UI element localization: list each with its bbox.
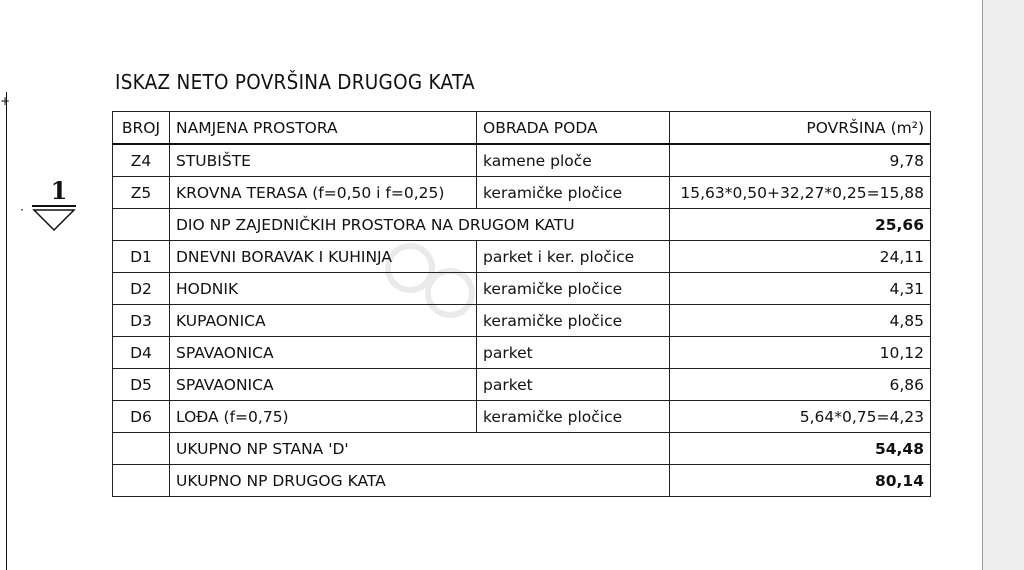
subtotal-empty-cell [113, 433, 170, 465]
row-povrsina: 24,11 [670, 241, 931, 273]
total-row-floor [113, 465, 931, 497]
row-obrada: kamene ploče [477, 144, 670, 177]
row-namjena: KROVNA TERASA (f=0,50 i f=0,25) [170, 177, 477, 209]
table-row [113, 401, 931, 433]
row-broj: D3 [113, 305, 170, 337]
axis-tick-mark: + [0, 94, 11, 108]
row-broj: Z5 [113, 177, 170, 209]
table-row [113, 144, 931, 177]
row-namjena: SPAVAONICA [170, 369, 477, 401]
section-marker-dot: · [20, 203, 24, 217]
row-namjena: LOĐA (f=0,75) [170, 401, 477, 433]
table-row [113, 369, 931, 401]
section-marker-triangle-icon [28, 204, 78, 234]
section-marker [20, 178, 80, 238]
table-title: ISKAZ NETO POVRŠINA DRUGOG KATA [115, 70, 475, 94]
subtotal-apartment-value: 54,48 [670, 433, 931, 465]
row-povrsina: 5,64*0,75=4,23 [670, 401, 931, 433]
row-namjena: SPAVAONICA [170, 337, 477, 369]
row-obrada: keramičke pločice [477, 305, 670, 337]
drawing-axis-line [6, 92, 7, 570]
row-namjena: STUBIŠTE [170, 144, 477, 177]
row-povrsina: 6,86 [670, 369, 931, 401]
row-obrada: keramičke pločice [477, 177, 670, 209]
subtotal-row-common [113, 209, 931, 241]
row-broj: D1 [113, 241, 170, 273]
row-obrada: keramičke pločice [477, 273, 670, 305]
row-povrsina: 15,63*0,50+32,27*0,25=15,88 [670, 177, 931, 209]
row-broj: Z4 [113, 144, 170, 177]
header-povrsina: POVRŠINA (m²) [670, 112, 931, 145]
row-obrada: parket i ker. pločice [477, 241, 670, 273]
row-namjena: HODNIK [170, 273, 477, 305]
row-povrsina: 4,85 [670, 305, 931, 337]
table-row [113, 305, 931, 337]
header-namjena: NAMJENA PROSTORA [170, 112, 477, 145]
row-obrada: parket [477, 369, 670, 401]
right-margin-panel [982, 0, 1024, 570]
row-broj: D6 [113, 401, 170, 433]
section-marker-number: 1 [50, 176, 68, 205]
row-namjena: KUPAONICA [170, 305, 477, 337]
subtotal-common-label: DIO NP ZAJEDNIČKIH PROSTORA NA DRUGOM KATU [170, 209, 670, 241]
subtotal-apartment-label: UKUPNO NP STANA 'D' [170, 433, 670, 465]
subtotal-empty-cell [113, 465, 170, 497]
table-row [113, 337, 931, 369]
total-floor-label: UKUPNO NP DRUGOG KATA [170, 465, 670, 497]
subtotal-row-apartment [113, 433, 931, 465]
row-broj: D4 [113, 337, 170, 369]
row-broj: D5 [113, 369, 170, 401]
table-row [113, 177, 931, 209]
row-povrsina: 10,12 [670, 337, 931, 369]
table-row [113, 241, 931, 273]
row-povrsina: 4,31 [670, 273, 931, 305]
row-obrada: keramičke pločice [477, 401, 670, 433]
subtotal-common-value: 25,66 [670, 209, 931, 241]
row-broj: D2 [113, 273, 170, 305]
table-header-row [113, 112, 931, 145]
table-row [113, 273, 931, 305]
area-table [112, 111, 931, 497]
total-floor-value: 80,14 [670, 465, 931, 497]
header-obrada: OBRADA PODA [477, 112, 670, 145]
row-namjena: DNEVNI BORAVAK I KUHINJA [170, 241, 477, 273]
header-broj: BROJ [113, 112, 170, 145]
subtotal-empty-cell [113, 209, 170, 241]
row-povrsina: 9,78 [670, 144, 931, 177]
row-obrada: parket [477, 337, 670, 369]
